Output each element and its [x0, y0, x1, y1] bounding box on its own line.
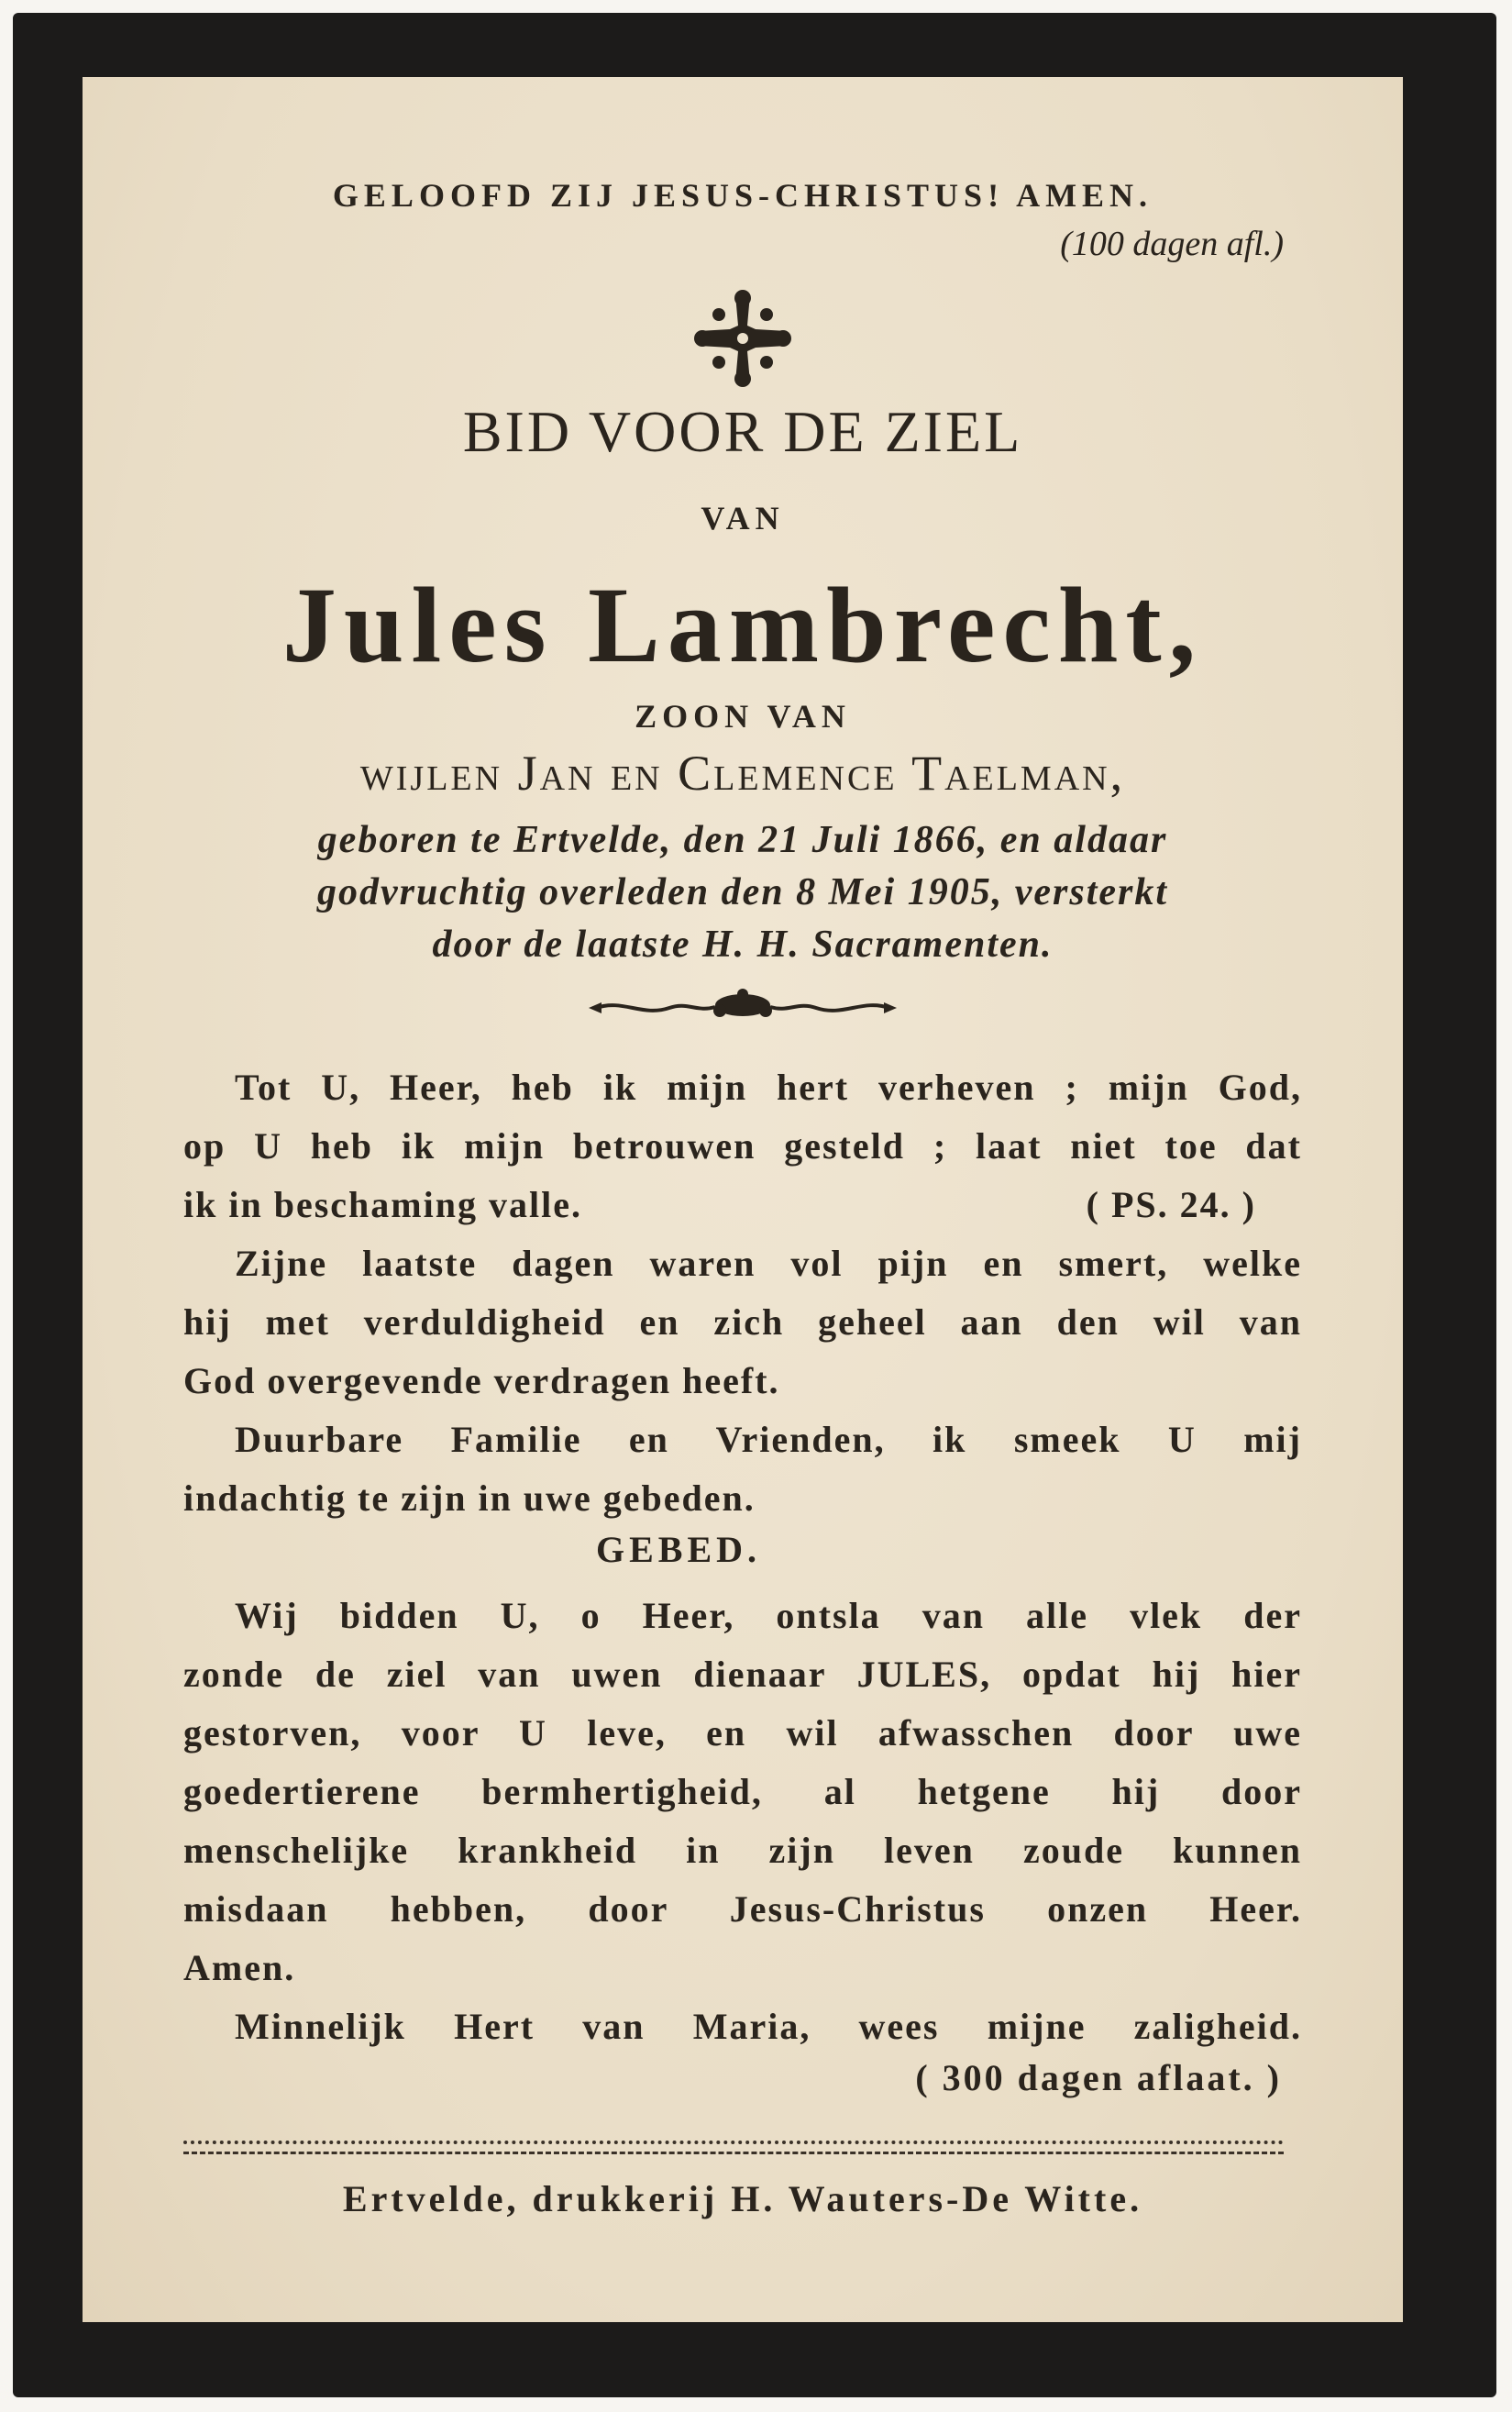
- prayer-line: Amen.: [183, 1947, 296, 1988]
- prayer-line: zonde de ziel van uwen dienaar JULES, opdat hij hier: [183, 1654, 1302, 1695]
- printer-credit: Ertvelde, drukkerij H. Wauters-De Witte.: [342, 2178, 1143, 2219]
- days-line: Zijne laatste dagen waren vol pijn en smert, welke: [235, 1243, 1302, 1284]
- psalm-line: ik in beschaming valle.: [183, 1184, 582, 1225]
- family-line: Duurbare Familie en Vrienden, ik smeek U mij: [235, 1419, 1302, 1460]
- title-son-of: ZOON VAN: [635, 698, 851, 735]
- psalm-line: op U heb ik mijn betrouwen gesteld ; laat niet toe dat: [183, 1125, 1302, 1167]
- header-invocation: GELOOFD ZIJ JESUS-CHRISTUS! AMEN.: [332, 177, 1153, 214]
- title-van: VAN: [701, 500, 785, 537]
- parents-names: wijlen Jan en Clemence Taelman,: [359, 746, 1126, 801]
- memorial-card-paper: [83, 77, 1403, 2322]
- days-line: hij met verduldigheid en zich geheel aan den wil van: [183, 1301, 1302, 1343]
- mourning-card-border: [13, 13, 1496, 2397]
- header-indulgence: (100 dagen afl.): [1060, 225, 1284, 263]
- prayer-line: menschelijke krankheid in zijn leven zoude kunnen: [183, 1830, 1302, 1871]
- family-line: indachtig te zijn in uwe gebeden.: [183, 1477, 756, 1519]
- footer-divider: [183, 2141, 1284, 2154]
- prayer-heading: GEBED.: [596, 1529, 762, 1570]
- birth-line: geboren te Ertvelde, den 21 Juli 1866, en aldaar: [317, 819, 1168, 861]
- days-line: God overgevende verdragen heeft.: [183, 1360, 780, 1401]
- prayer-line: gestorven, voor U leve, en wil afwasschen door uwe: [183, 1712, 1302, 1754]
- prayer-line: Wij bidden U, o Heer, ontsla van alle vlek der: [235, 1595, 1302, 1636]
- deceased-name: Jules Lambrecht,: [281, 565, 1204, 685]
- ornament-divider-icon: [83, 985, 1403, 1031]
- psalm-reference: ( PS. 24. ): [1086, 1184, 1256, 1225]
- maria-invocation: Minnelijk Hert van Maria, wees mijne zaligheid.: [235, 2006, 1302, 2047]
- sacraments-line: door de laatste H. H. Sacramenten.: [432, 924, 1054, 966]
- psalm-line: Tot U, Heer, heb ik mijn hert verheven ; mijn God,: [235, 1067, 1302, 1108]
- death-line: godvruchtig overleden den 8 Mei 1905, versterkt: [316, 871, 1169, 913]
- prayer-line: misdaan hebben, door Jesus-Christus onzen Heer.: [183, 1888, 1302, 1930]
- prayer-line: goedertierene bermhertigheid, al hetgene hij door: [183, 1771, 1302, 1812]
- cross-icon: [83, 288, 1403, 389]
- closing-indulgence: ( 300 dagen aflaat. ): [915, 2057, 1282, 2098]
- title-pray-for-soul: BID VOOR DE ZIEL: [462, 399, 1023, 464]
